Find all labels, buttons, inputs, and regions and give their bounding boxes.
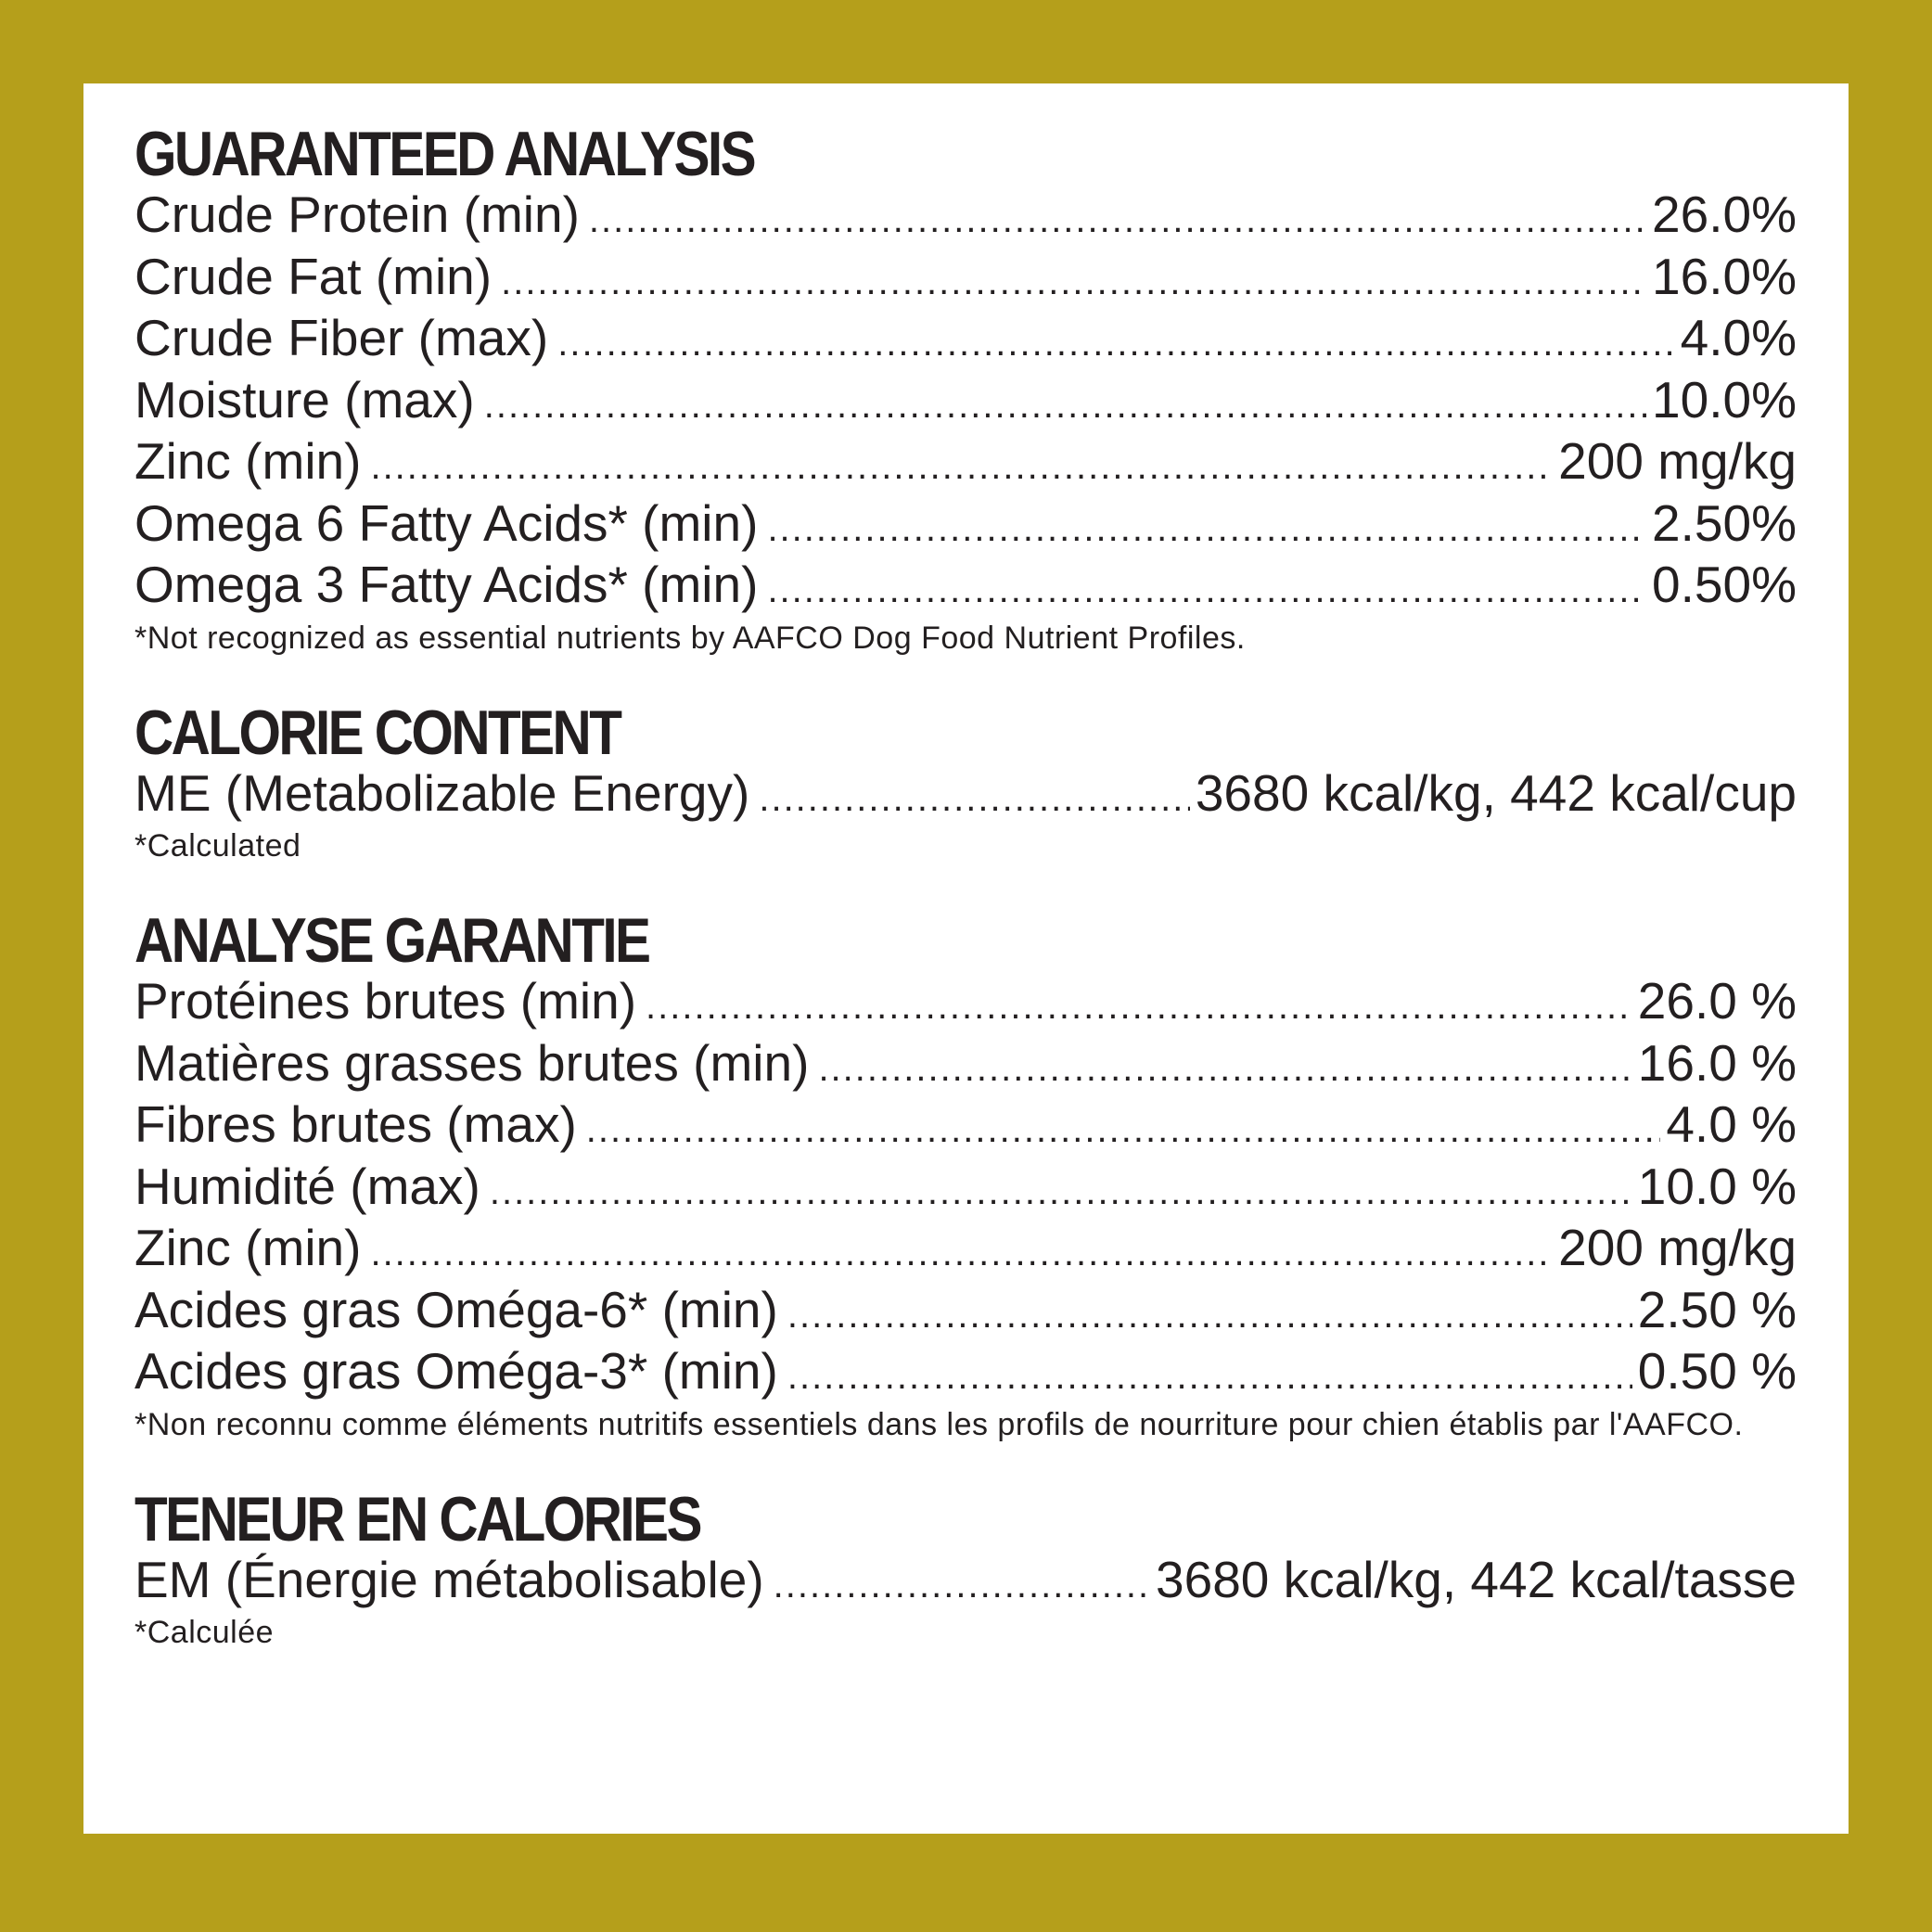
dot-leader bbox=[767, 559, 1646, 616]
nutrient-value: 200 mg/kg bbox=[1558, 432, 1797, 490]
nutrient-value: 0.50% bbox=[1652, 556, 1797, 613]
footnote: *Non reconnu comme éléments nutritifs essentiels dans les profils de nourriture pour chien établis par l'AAFCO. bbox=[134, 1406, 1744, 1442]
nutrient-row bbox=[134, 246, 1797, 308]
dot-leader bbox=[490, 1161, 1632, 1218]
nutrient-row bbox=[134, 369, 1797, 431]
nutrient-label: Humidité (max) bbox=[134, 1157, 480, 1215]
footnote: *Not recognized as essential nutrients by AAFCO Dog Food Nutrient Profiles. bbox=[134, 620, 1246, 656]
nutrient-label: Crude Protein (min) bbox=[134, 186, 580, 243]
nutrient-value: 0.50 % bbox=[1637, 1342, 1797, 1400]
nutrient-value: 4.0 % bbox=[1666, 1095, 1797, 1153]
nutrient-label: Acides gras Oméga-3* (min) bbox=[134, 1342, 778, 1400]
guaranteed-analysis-section bbox=[134, 119, 1797, 657]
nutrition-panel bbox=[83, 83, 1849, 1834]
nutrient-value: 200 mg/kg bbox=[1558, 1219, 1797, 1276]
dot-leader bbox=[589, 189, 1646, 246]
section-heading: ANALYSE GARANTIE bbox=[134, 905, 649, 976]
nutrient-row bbox=[134, 762, 1797, 825]
dot-leader bbox=[557, 313, 1674, 369]
dot-leader bbox=[787, 1346, 1632, 1402]
dot-leader bbox=[774, 1555, 1150, 1611]
nutrient-value: 2.50% bbox=[1652, 493, 1797, 552]
dot-leader bbox=[767, 498, 1646, 555]
nutrient-label: Moisture (max) bbox=[134, 370, 475, 429]
nutrient-label: Acides gras Oméga-6* (min) bbox=[134, 1280, 778, 1338]
nutrient-label: ME (Metabolizable Energy) bbox=[134, 763, 750, 822]
nutrient-value: 10.0% bbox=[1652, 370, 1797, 429]
nutrient-row bbox=[134, 554, 1797, 616]
nutrient-label: Zinc (min) bbox=[134, 1219, 362, 1276]
nutrient-value: 16.0% bbox=[1652, 247, 1797, 305]
nutrient-label: Fibres brutes (max) bbox=[134, 1095, 577, 1153]
nutrient-label: Zinc (min) bbox=[134, 432, 362, 490]
nutrient-value: 16.0 % bbox=[1637, 1033, 1797, 1092]
calorie-content-section bbox=[134, 697, 1797, 865]
nutrient-value: 3680 kcal/kg, 442 kcal/cup bbox=[1195, 763, 1797, 822]
nutrient-label: Protéines brutes (min) bbox=[134, 972, 637, 1030]
dot-leader bbox=[759, 768, 1189, 825]
nutrient-label: Crude Fat (min) bbox=[134, 247, 493, 305]
nutrient-row bbox=[134, 1279, 1797, 1341]
section-heading: GUARANTEED ANALYSIS bbox=[134, 119, 754, 189]
nutrient-row bbox=[134, 1156, 1797, 1218]
dot-leader bbox=[370, 1222, 1553, 1279]
teneur-calories-section bbox=[134, 1483, 1797, 1652]
analyse-garantie-section bbox=[134, 905, 1797, 1443]
dot-leader bbox=[484, 375, 1646, 431]
nutrient-value: 26.0 % bbox=[1637, 972, 1797, 1030]
dot-leader bbox=[501, 251, 1646, 308]
nutrient-row bbox=[134, 1217, 1797, 1279]
nutrient-row bbox=[134, 1094, 1797, 1156]
nutrient-value: 2.50 % bbox=[1637, 1280, 1797, 1338]
nutrient-value: 4.0% bbox=[1680, 309, 1797, 366]
section-heading: TENEUR EN CALORIES bbox=[134, 1483, 700, 1555]
nutrient-row bbox=[134, 493, 1797, 555]
section-heading: CALORIE CONTENT bbox=[134, 697, 621, 768]
nutrient-row bbox=[134, 970, 1797, 1032]
nutrient-row bbox=[134, 184, 1797, 246]
nutrient-value: 26.0% bbox=[1652, 186, 1797, 243]
nutrient-row bbox=[134, 1549, 1797, 1611]
nutrient-label: Crude Fiber (max) bbox=[134, 309, 549, 366]
dot-leader bbox=[646, 976, 1632, 1032]
nutrient-label: EM (Énergie métabolisable) bbox=[134, 1550, 764, 1608]
dot-leader bbox=[818, 1038, 1631, 1094]
nutrient-value: 10.0 % bbox=[1637, 1157, 1797, 1215]
nutrient-row bbox=[134, 1032, 1797, 1094]
dot-leader bbox=[586, 1099, 1661, 1156]
nutrient-row bbox=[134, 1340, 1797, 1402]
dot-leader bbox=[370, 436, 1553, 493]
nutrient-label: Omega 3 Fatty Acids* (min) bbox=[134, 556, 759, 613]
nutrient-label: Matières grasses brutes (min) bbox=[134, 1033, 810, 1092]
footnote: *Calculated bbox=[134, 828, 301, 864]
footnote: *Calculée bbox=[134, 1615, 275, 1650]
nutrient-row bbox=[134, 307, 1797, 369]
nutrient-row bbox=[134, 430, 1797, 493]
nutrient-label: Omega 6 Fatty Acids* (min) bbox=[134, 493, 759, 552]
nutrient-value: 3680 kcal/kg, 442 kcal/tasse bbox=[1156, 1550, 1797, 1608]
dot-leader bbox=[787, 1285, 1632, 1341]
